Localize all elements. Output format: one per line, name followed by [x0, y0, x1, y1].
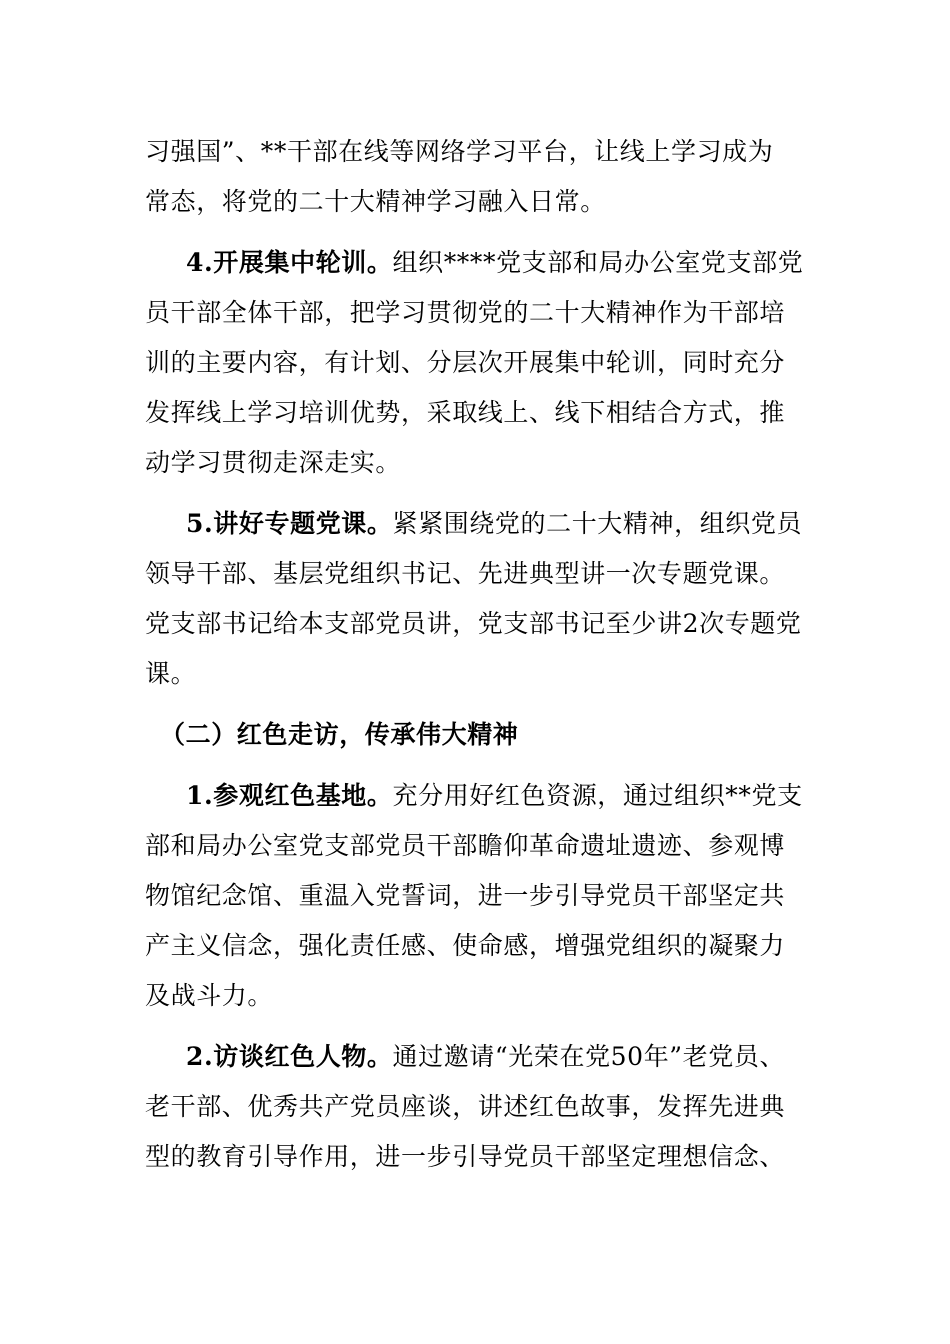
body-line: 领导干部、基层党组织书记、先进典型讲一次专题党课。	[145, 559, 786, 588]
body-line: 常态，将党的二十大精神学习融入日常。	[145, 187, 606, 216]
item-4-heading: 4.开展集中轮训。	[186, 248, 393, 277]
item-1-text: 充分用好红色资源，通过组织**党支	[392, 781, 803, 810]
body-line: 习强国”、**干部在线等网络学习平台，让线上学习成为	[145, 137, 774, 166]
item-5-text: 紧紧围绕党的二十大精神，组织党员	[392, 509, 803, 538]
item-2-text: 通过邀请“光荣在党50年”老党员、	[392, 1042, 786, 1071]
section-heading: （二）红色走访，传承伟大精神	[160, 720, 519, 749]
body-line: 老干部、优秀共产党员座谈，讲述红色故事，发挥先进典	[145, 1092, 786, 1121]
item-2-heading: 2.访谈红色人物。	[186, 1042, 393, 1071]
body-line: 部和局办公室党支部党员干部瞻仰革命遗址遗迹、参观博	[145, 831, 786, 860]
body-line: 动学习贯彻走深走实。	[145, 448, 402, 477]
body-line: 物馆纪念馆、重温入党誓词，进一步引导党员干部坚定共	[145, 881, 786, 910]
body-line: 课。	[145, 659, 197, 688]
body-line: 训的主要内容，有计划、分层次开展集中轮训，同时充分	[145, 348, 786, 377]
item-2-first-line	[186, 1037, 866, 1077]
body-line: 及战斗力。	[145, 981, 274, 1010]
item-1-heading: 1.参观红色基地。	[186, 781, 393, 810]
item-4-text: 组织****党支部和局办公室党支部党	[392, 248, 804, 277]
item-1-first-line	[186, 776, 866, 816]
body-line: 产主义信念，强化责任感、使命感，增强党组织的凝聚力	[145, 931, 786, 960]
body-line: 发挥线上学习培训优势，采取线上、线下相结合方式，推	[145, 398, 786, 427]
body-line: 型的教育引导作用，进一步引导党员干部坚定理想信念、	[145, 1142, 786, 1171]
item-4-first-line	[186, 243, 866, 283]
body-line: 员干部全体干部，把学习贯彻党的二十大精神作为干部培	[145, 298, 786, 327]
item-5-heading: 5.讲好专题党课。	[186, 509, 393, 538]
body-line: 党支部书记给本支部党员讲，党支部书记至少讲2次专题党	[145, 609, 802, 638]
item-5-first-line	[186, 504, 866, 544]
